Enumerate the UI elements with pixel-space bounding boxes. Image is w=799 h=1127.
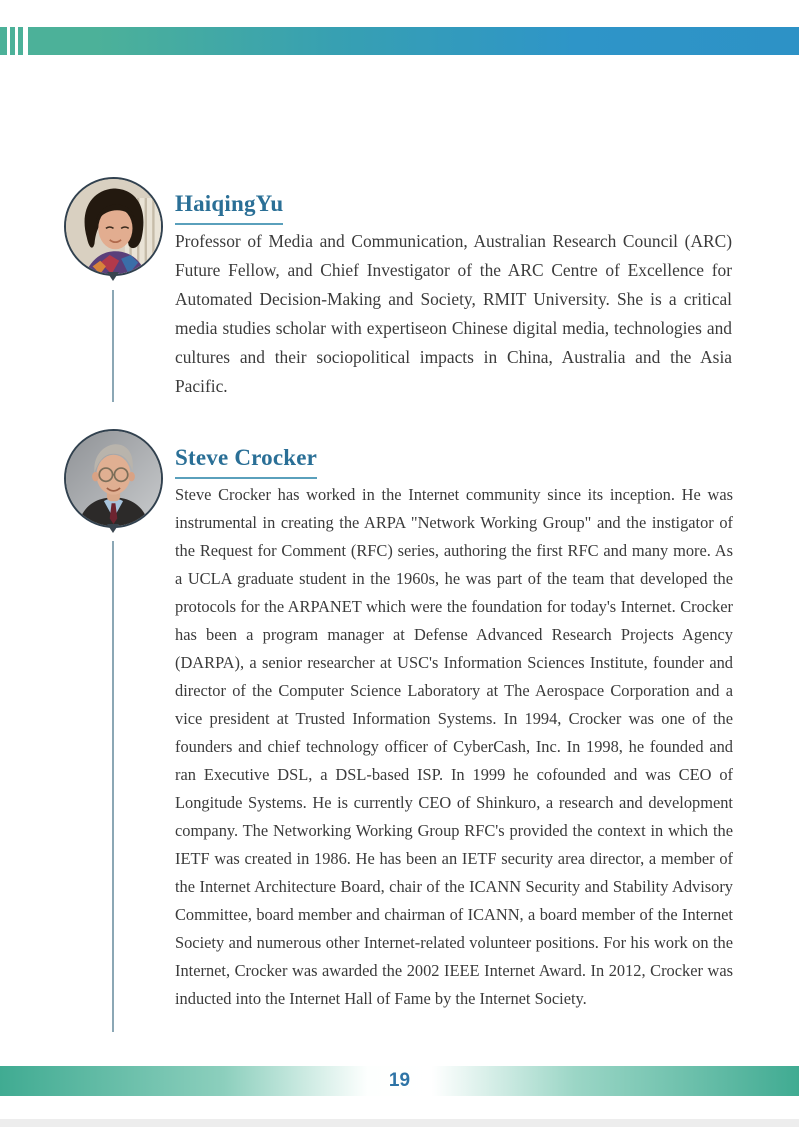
header-stripe-icon	[7, 27, 10, 55]
haiqing-yu-portrait-icon	[64, 177, 163, 276]
top-gradient-bar	[0, 27, 799, 55]
page-bottom-edge	[0, 1119, 799, 1127]
speaker-bio-haiqing-yu: Professor of Media and Communication, Australian Research Council (ARC) Future Fellow, and Chief Investigator of the ARC Centre of Excellence for Automated Decision-Making and Society, RMIT University. She is a critical media studies scholar with expertiseon Chinese digital media, technologies and cultures and their sociopolitical impacts in China, Australia and the Asia Pacific.	[175, 231, 732, 396]
speaker-name-haiqing-yu: HaiqingYu	[175, 191, 283, 225]
speaker-name-steve-crocker: Steve Crocker	[175, 445, 317, 479]
bottom-gradient-bar	[0, 1066, 799, 1096]
timeline-connector-line	[112, 541, 114, 1032]
timeline-connector-line	[112, 290, 114, 402]
speaker-bio-steve-crocker: Steve Crocker has worked in the Internet community since its inception. He was instrumental in creating the ARPA "Network Working Group" and the instigator of the Request for Comment (RFC) series, authoring the first RFC and many more. As a UCLA graduate student in the 1960s, he was part of the team that developed the protocols for the ARPANET which were the foundation for today's Internet. Crocker has been a program manager at Defense Advanced Research Projects Agency (DARPA), a senior researcher at USC's Information Sciences Institute, founder and director of the Computer Science Laboratory at The Aerospace Corporation and a vice president at Trusted Information Systems. In 1994, Crocker was one of the founders and chief technology officer of CyberCash, Inc. In 1998, he founded and ran Executive DSL, a DSL-based ISP. In 1999 he cofounded and was CEO of Longitude Systems. He is currently CEO of Shinkuro, a research and development company. The Networking Working Group RFC's provided the context in which the IETF was created in 1986. He has been an IETF security area director, a member of the Internet Architecture Board, chair of the ICANN Security and Stability Advisory Committee, board member and chairman of ICANN, a board member of the Internet Society and numerous other Internet-related volunteer positions. For his work on the Internet, Crocker was awarded the 2002 IEEE Internet Award. In 2012, Crocker was inducted into the Internet Hall of Fame by the Internet Society.	[175, 485, 733, 1008]
header-stripe-icon	[15, 27, 18, 55]
header-stripe-icon	[23, 27, 28, 55]
page-number: 19	[388, 1070, 411, 1091]
steve-crocker-portrait-icon	[64, 429, 163, 528]
avatar-pointer-icon	[107, 524, 119, 533]
avatar-pointer-icon	[107, 272, 119, 281]
